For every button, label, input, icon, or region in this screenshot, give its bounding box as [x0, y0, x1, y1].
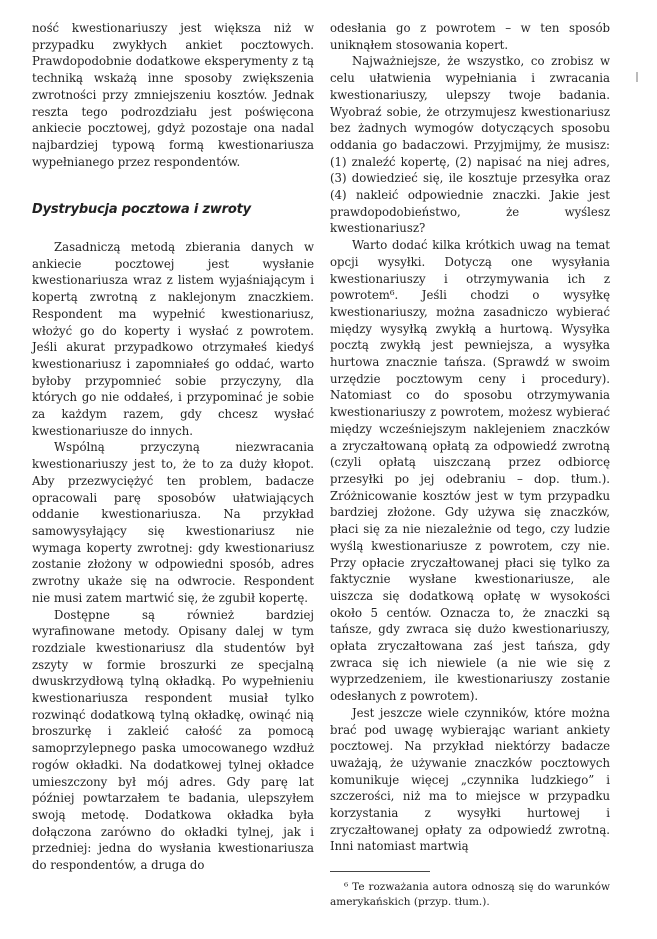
left-column — [32, 20, 314, 874]
paragraph: odesłania go z powrotem – w ten sposób uniknąłem stosowania kopert. — [330, 21, 610, 52]
paragraph: Najważniejsze, że wszystko, co zrobisz w celu ułatwienia wypełniania i zwracania kwestionariuszy, ulepszy twoje badania. Wyobraź sobie, że otrzymujesz kwestionariusz bez żadnych wymogów dotyczących sposobu oddania go badaczowi. Przyjmijmy, że musisz: (1) znaleźć kopertę, (2) napisać na niej adres, (3) dowiedzieć się, ile kosztuje przesyłka oraz (4) nakleić odpowiednie znaczki. Jakie jest prawdopodobieństwo, że wyślesz kwestionariusz? — [330, 54, 610, 236]
paragraph: Warto dodać kilka krótkich uwag na temat opcji wysyłki. Dotyczą one wysyłania kwestionariuszy i otrzymywania ich z powrotem⁶. Jeśli chodzi o wysyłkę kwestionariuszy, można zasadniczo wybierać między wysyłką zwykłą a hurtową. Wysyłka pocztą zwykłą jest pewniejsza, a wysyłka hurtowa znacznie tańsza. (Sprawdź w swoim urzędzie pocztowym ceny i procedury). Natomiast co do sposobu otrzymywania kwestionariuszy z powrotem, możesz wybierać między wcześniejszym naklejeniem znaczków a zryczałtowaną opłatą za odpowiedź zwrotną (czyli opłatą uiszczaną przez odbiorcę przesyłki po jej odebraniu – dop. tłum.). Zróżnicowanie kosztów jest w tym przypadku bardziej złożone. Gdy używa się znaczków, płaci się za nie niezależnie od tego, czy ludzie wyślą kwestionariusze z powrotem, czy nie. Przy opłacie zryczałtowanej płaci się tylko za faktycznie wysłane kwestionariusze, ale uiszcza się dodatkową opłatę w wysokości około 5 centów. Oznacza to, że znaczki są tańsze, gdy zwraca się dużo kwestionariuszy, opłata zryczałtowana zaś jest tańsza, gdy zwraca się ich niewiele (a nie wie się z wyprzedzeniem, ile kwestionariuszy zostanie odesłanych z powrotem). — [330, 238, 610, 704]
paragraph: Wspólną przyczyną niezwracania kwestionariuszy jest to, że to za duży kłopot. Aby przezwyciężyć ten problem, badacze opracowali parę sposobów ułatwiających oddanie kwestionariusza. Na przykład samowysyłający się kwestionariusz nie wymaga koperty zwrotnej: gdy kwestionariusz zostanie złożony w odpowiedni sposób, adres zwrotny ukaże się na odwrocie. Respondent nie musi zatem martwić się, że zgubił kopertę. — [32, 440, 314, 605]
intro-paragraph: ność kwestionariuszy jest większa niż w przypadku zwykłych ankiet pocztowych. Prawdopodobnie dodatkowe eksperymenty z tą techniką wskażą inne sposoby zwiększenia zwrotności przy zmniejszeniu kosztów. Jednak reszta tego podrozdziału jest poświęcona ankiecie pocztowej, gdyż pozostaje ona nadal najbardziej typową formą kwestionariusza wypełnianego przez respondentów. — [32, 21, 314, 169]
section-heading: Dystrybucja pocztowa i zwroty — [32, 202, 251, 218]
paragraph: Dostępne są również bardziej wyrafinowane metody. Opisany dalej w tym rozdziale kwestionariusz dla studentów był zszyty w formie broszurki ze specjalną dwuskrzydłową tylną okładką. Po wypełnieniu kwestionariusza respondent musiał tylko rozwinąć dodatkową tylną okładkę, owinąć nią broszurkę i zakleić całość za pomocą samoprzylepnego paska umocowanego wzdłuż rogów okładki. Na dodatkowej tylnej okładce umieszczony był mój adres. Gdy parę lat później powtarzałem te badania, ulepszyłem swoją metodę. Dodatkowa okładka była dołączona zarówno do okładki tylnej, jak i przedniej: jedna do wysłania kwestionariusza do respondentów, a druga do — [32, 607, 314, 873]
footnote: ⁶ Te rozważania autora odnoszą się do warunków amerykańskich (przyp. tłum.). — [330, 881, 610, 909]
right-column — [330, 20, 610, 910]
paragraph: Jest jeszcze wiele czynników, które można brać pod uwagę wybierając wariant ankiety pocztowej. Na przykład niektórzy badacze uważają, że używanie znaczków pocztowych komunikuje więcej „czynnika ludzkiego” i szczerości, niż ma to miejsce w przypadku korzystania z wysyłki hurtowej i zryczałtowanej opłaty za odpowiedź zwrotną. Inni natomiast martwią — [330, 705, 610, 854]
margin-mark — [636, 72, 638, 82]
paragraph: Zasadniczą metodą zbierania danych w ankiecie pocztowej jest wysłanie kwestionariusza wraz z listem wyjaśniającym i kopertą zwrotną z naklejonym znaczkiem. Respondent ma wypełnić kwestionariusz, włożyć go do koperty i wysłać z powrotem. Jeśli akurat przypadkowo otrzymałeś kiedyś kwestionariusz i zapomniałeś go oddać, warto byłoby przypomnieć sobie przyczyny, dla których go nie oddałeś, i przypominać je sobie za każdym razem, gdy chcesz wysłać kwestionariusze do innych. — [32, 240, 314, 438]
footnote-divider — [330, 871, 430, 872]
